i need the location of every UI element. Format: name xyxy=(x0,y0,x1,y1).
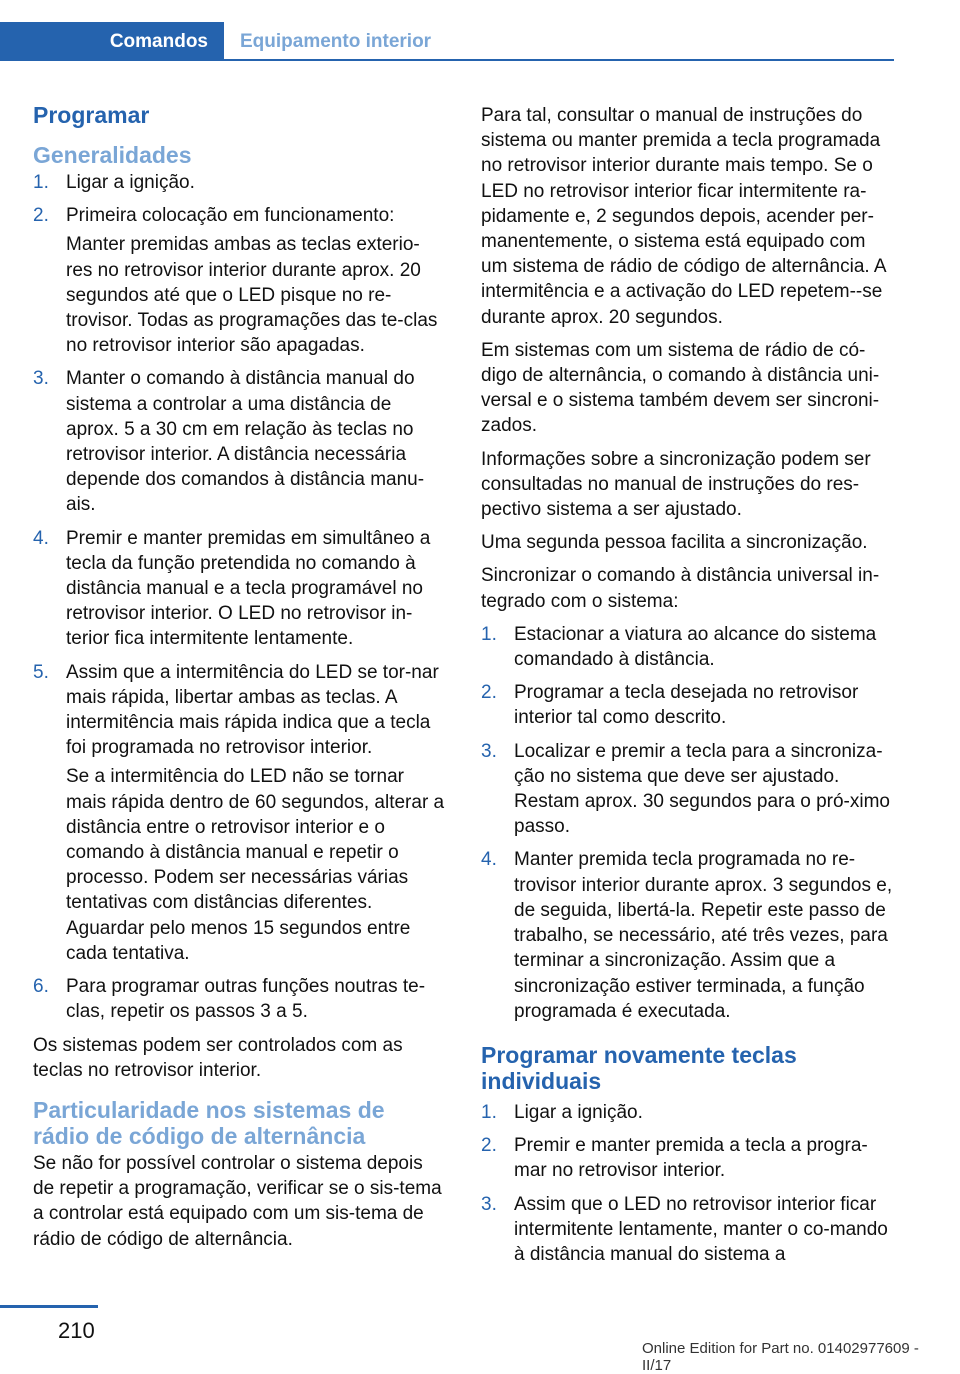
step-number: 5. xyxy=(33,661,49,683)
body-paragraph: Sincronizar o comando à distância universal in-tegrado com o sistema: xyxy=(481,565,880,612)
step-text: Ligar a ignição. xyxy=(66,172,195,193)
list-item xyxy=(33,974,446,1024)
step-text: Premir e manter premidas em simultâneo a tecla da função pretendida no comando à distância manual e a tecla programável no retrovisor interior. O LED no retrovisor in-terior fica intermitente lentamente. xyxy=(66,527,431,650)
section-title: Programar xyxy=(33,102,150,128)
step-text: Estacionar a viatura ao alcance do sistema comandado à distância. xyxy=(514,623,877,671)
subsection-title: Particularidade nos sistemas de rádio de código de alternância xyxy=(33,1096,385,1149)
right-column xyxy=(481,103,896,1275)
programming-steps xyxy=(33,170,446,1025)
subsection-title: Generalidades xyxy=(33,142,192,168)
edition-note: Online Edition for Part no. 01402977609 - II/17 xyxy=(642,1340,919,1374)
step-number: 1. xyxy=(33,172,49,193)
header-divider xyxy=(224,59,894,61)
step-number: 2. xyxy=(33,205,49,227)
body-paragraph: Os sistemas podem ser controlados com as teclas no retrovisor interior. xyxy=(33,1034,403,1081)
step-number: 3. xyxy=(481,1193,497,1215)
list-item xyxy=(481,1100,896,1125)
step-number: 3. xyxy=(33,368,49,390)
left-column xyxy=(33,100,446,1260)
list-item xyxy=(481,739,896,840)
step-number: 3. xyxy=(481,740,497,762)
step-number: 1. xyxy=(481,1101,497,1123)
list-item xyxy=(481,1133,896,1183)
body-paragraph: Informações sobre a sincronização podem ser consultadas no manual de instruções do res-pectivo sistema a ser ajustado. xyxy=(481,448,871,521)
step-number: 2. xyxy=(481,1135,497,1157)
step-text: Ligar a ignição. xyxy=(514,1101,643,1123)
tab-label: Equipamento interior xyxy=(240,30,432,52)
body-paragraph: Uma segunda pessoa facilita a sincronização. xyxy=(481,532,868,554)
step-text: Primeira colocação em funcionamento: xyxy=(66,205,395,227)
body-paragraph: Em sistemas com um sistema de rádio de có-digo de alternância, o comando à distância uni-versal e o sistema também devem ser sincroni-zados. xyxy=(481,339,880,437)
step-number: 2. xyxy=(481,682,497,704)
list-item xyxy=(481,680,896,730)
page-number: 210 xyxy=(58,1318,95,1343)
list-item xyxy=(33,203,446,358)
footer-divider xyxy=(0,1305,98,1308)
step-text: Premir e manter premida a tecla a progra-mar no retrovisor interior. xyxy=(514,1135,868,1182)
step-text: Manter premidas ambas as teclas exterio-res no retrovisor interior durante aprox. 20 segundos até que o LED pisque no re-trovisor. Todas as programações das te-clas no retrovisor interior são apagadas. xyxy=(66,234,438,357)
list-item xyxy=(481,622,896,672)
step-text: Assim que a intermitência do LED se tor-nar mais rápida, libertar ambas as teclas. A intermitência mais rápida indica que a tecla foi programada no retrovisor interior. xyxy=(66,661,439,759)
step-text: Programar a tecla desejada no retrovisor interior tal como descrito. xyxy=(514,682,859,729)
list-item xyxy=(33,170,446,195)
step-number: 4. xyxy=(33,527,49,549)
step-number: 4. xyxy=(481,849,497,871)
step-number: 6. xyxy=(33,976,49,998)
body-paragraph: Para tal, consultar o manual de instruções do sistema ou manter premida a tecla programada no retrovisor interior durante mais tempo. Se o LED no retrovisor interior ficar intermitente ra-pidamente e, 2 segundos depois, acender per-manentemente, o sistema está equipado com um sistema de rádio de código de alternância. A intermitência e a activação do LED repetem--se durante aprox. 20 segundos. xyxy=(481,105,886,328)
reprogram-steps xyxy=(481,1100,896,1267)
step-text: Assim que o LED no retrovisor interior ficar intermitente lentamente, manter o co-mando à distância manual do sistema a xyxy=(514,1193,888,1265)
step-text: Manter o comando à distância manual do sistema a controlar a uma distância de aprox. 5 a 30 cm em relação às teclas no retrovisor interior. A distância necessária depende dos comandos à distância manu-ais. xyxy=(66,368,425,516)
step-text: Manter premida tecla programada no re-trovisor interior durante aprox. 3 segundos e, de seguida, libertá-la. Repetir este passo de trabalho, se necessário, até três vezes, para terminar a sincronização. Assim que a sincronização estiver terminada, a função programada é executada. xyxy=(514,849,893,1022)
list-item xyxy=(481,1192,896,1268)
tab-comandos[interactable] xyxy=(0,22,224,61)
step-text: Para programar outras funções noutras te-clas, repetir os passos 3 a 5. xyxy=(66,976,426,1023)
list-item xyxy=(481,847,896,1023)
list-item xyxy=(33,526,446,652)
sync-steps xyxy=(481,622,896,1024)
tab-label: Comandos xyxy=(109,30,208,52)
list-item xyxy=(33,660,446,966)
tab-equipamento-interior[interactable] xyxy=(224,22,894,61)
step-text: Se a intermitência do LED não se tornar mais rápida dentro de 60 segundos, alterar a distância entre o retrovisor interior e o comando à distância manual e repetir o processo. Podem ser necessárias várias tentativas com distâncias diferentes. Aguardar pelo menos 15 segundos entre cada tentativa. xyxy=(66,766,445,964)
list-item xyxy=(33,366,446,517)
step-text: Localizar e premir a tecla para a sincroniza-ção no sistema que deve ser ajustado. Restam aprox. 30 segundos para o pró-ximo passo. xyxy=(514,740,890,838)
body-paragraph: Se não for possível controlar o sistema depois de repetir a programação, verificar se o sis-tema a controlar está equipado com um sis-tema de rádio de código de alternância. xyxy=(33,1152,442,1250)
step-number: 1. xyxy=(481,623,497,645)
section-title: Programar novamente teclas individuais xyxy=(481,1041,797,1094)
